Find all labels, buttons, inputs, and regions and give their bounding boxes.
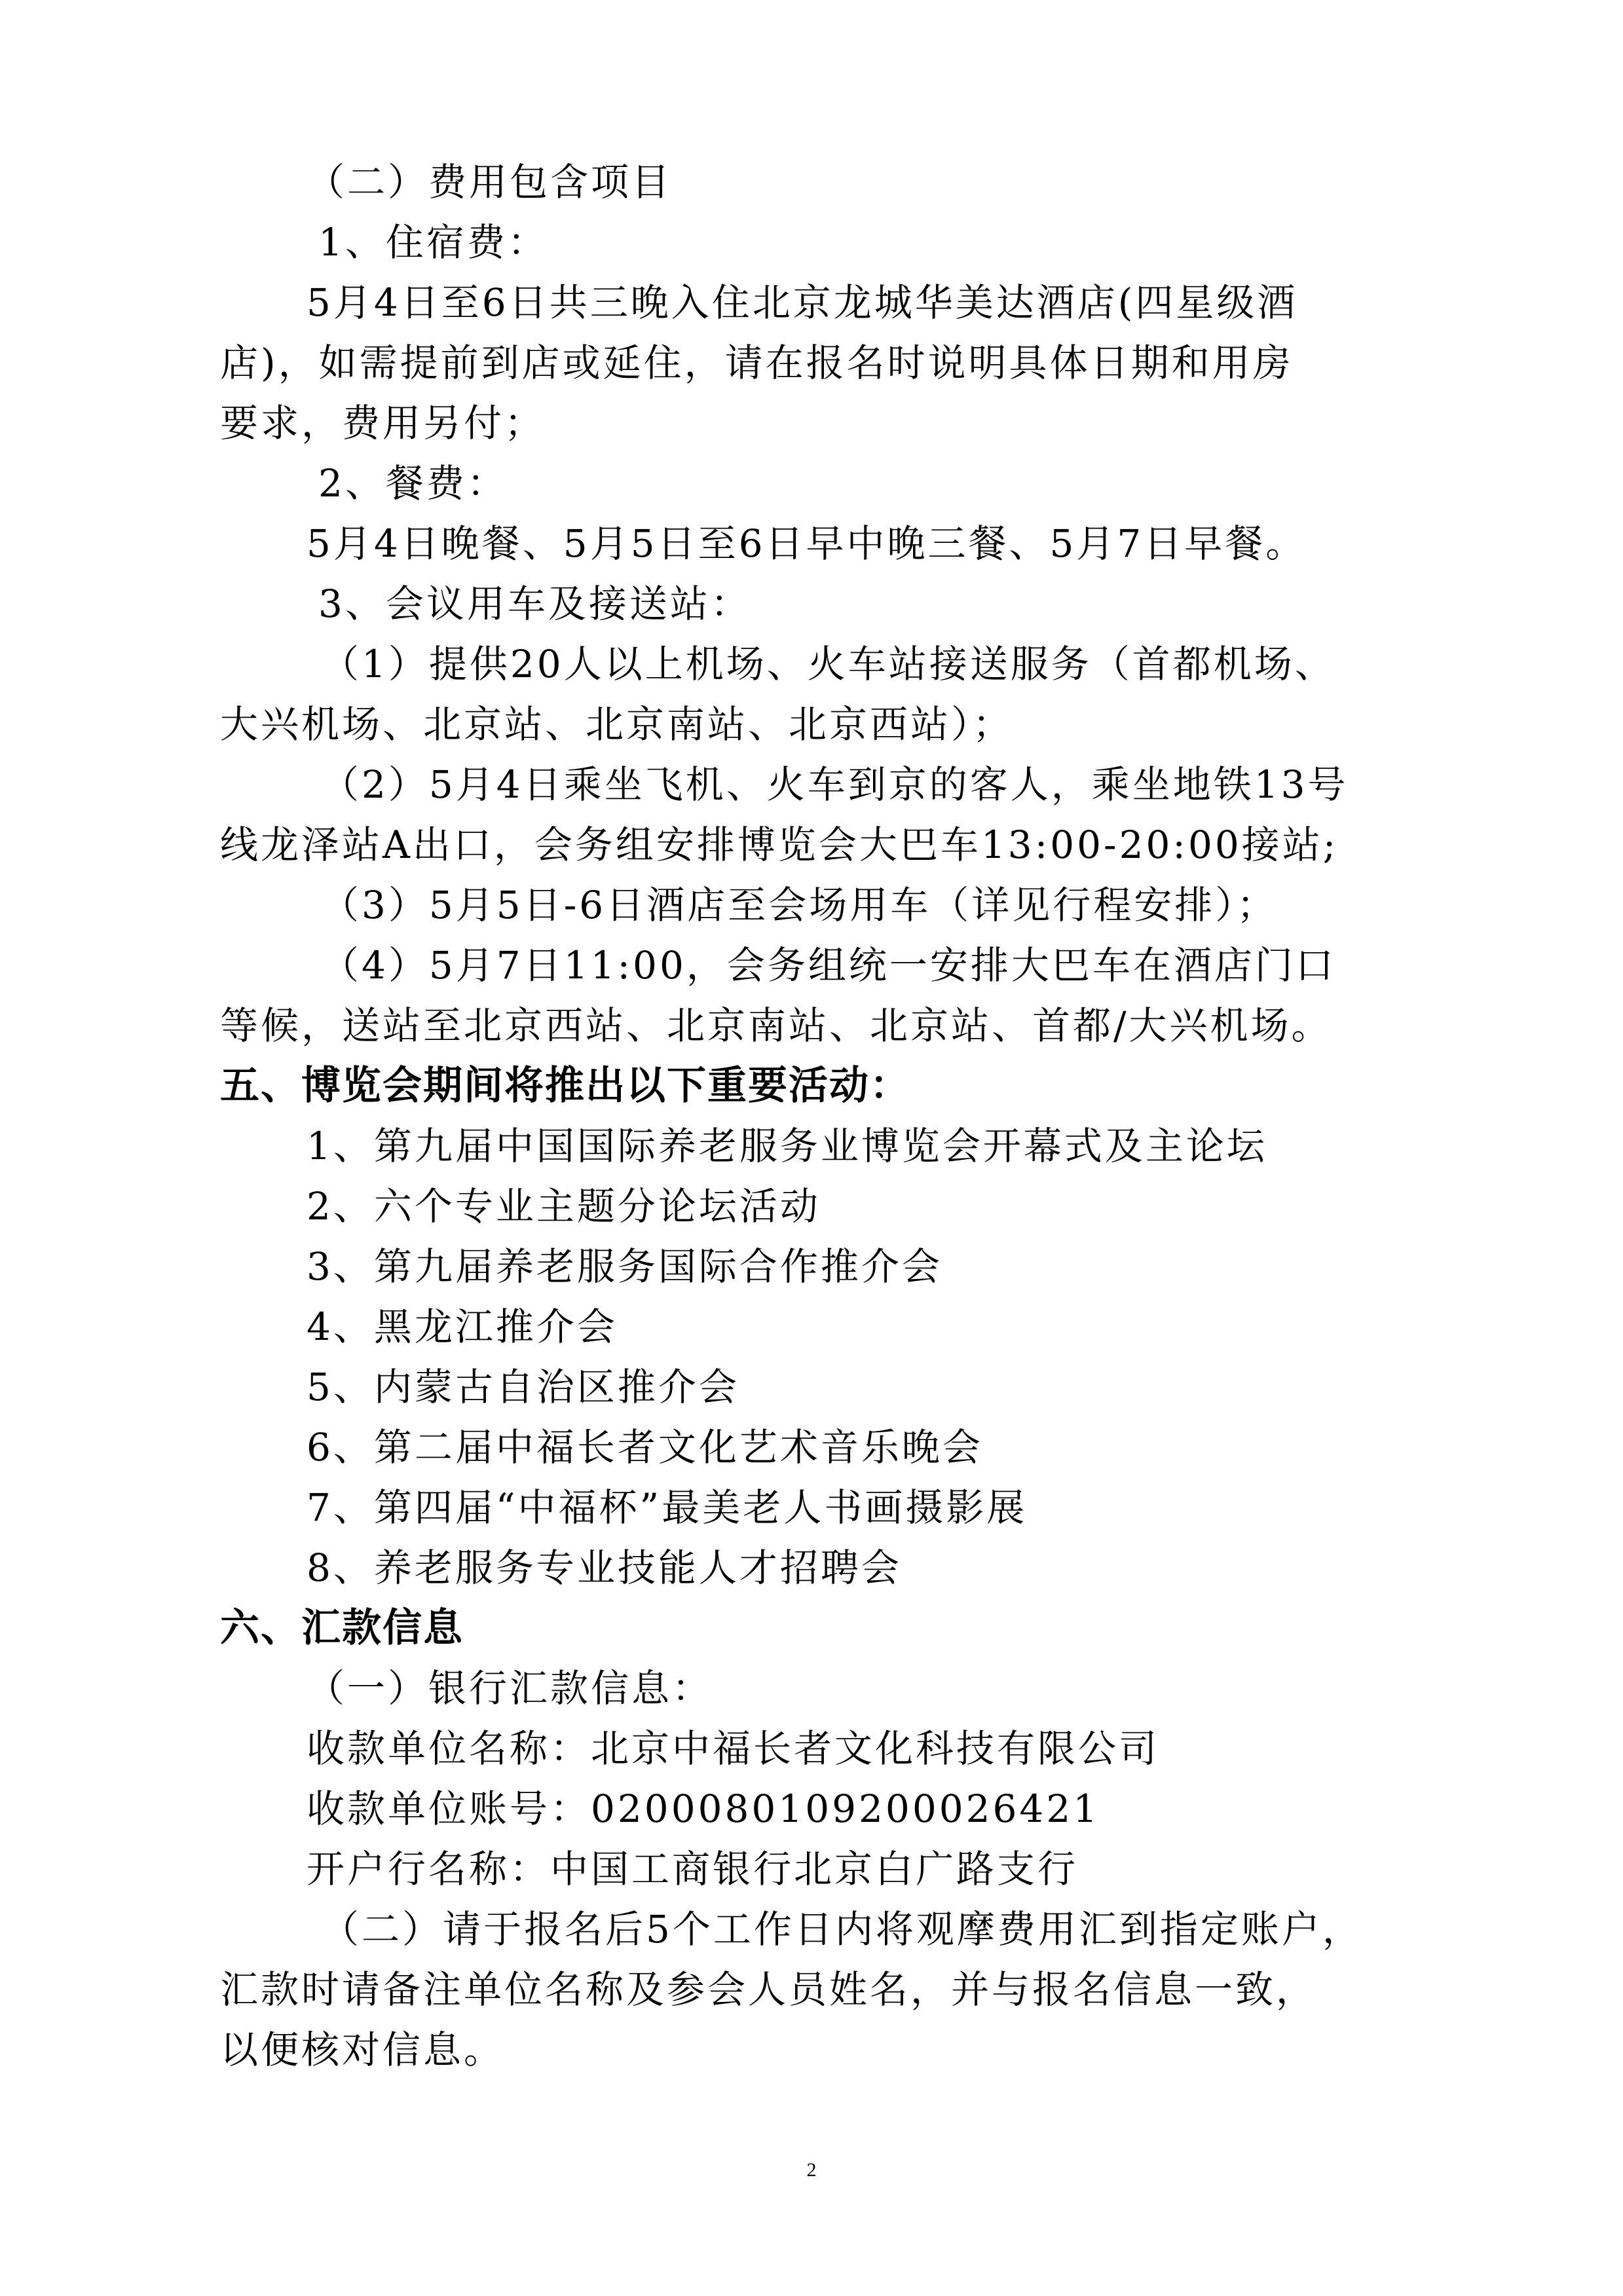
lodging-line-1: 5月4日至6日共三晚入住北京龙城华美达酒店(四星级酒 <box>307 280 1298 325</box>
transport-p2-line-1: （2）5月4日乘坐飞机、火车到京的客人，乘坐地铁13号 <box>321 762 1349 807</box>
payee-name: 收款单位名称：北京中福长者文化科技有限公司 <box>307 1726 1160 1771</box>
transport-p4-line-2: 等候，送站至北京西站、北京南站、北京站、首都/大兴机场。 <box>220 1003 1332 1048</box>
transport-p2-line-2: 线龙泽站A出口，会务组安排博览会大巴车13:00-20:00接站; <box>220 823 1339 867</box>
transport-p1-line-2: 大兴机场、北京站、北京南站、北京西站）； <box>220 702 1014 747</box>
activity-item: 3、第九届养老服务国际合作推介会 <box>307 1244 942 1289</box>
lodging-line-2: 店)，如需提前到店或延住，请在报名时说明具体日期和用房 <box>220 341 1294 385</box>
meals-title: 2、餐费： <box>318 461 508 506</box>
remit-note-line-2: 汇款时请备注单位名称及参会人员姓名，并与报名信息一致， <box>220 1967 1317 2012</box>
transport-title: 3、会议用车及接送站： <box>318 582 751 626</box>
fee-items-subtitle: （二）费用包含项目 <box>307 160 673 204</box>
payee-account: 收款单位账号：0200080109200026421 <box>307 1787 1100 1831</box>
transport-p1-line-1: （1）提供20人以上机场、火车站接送服务（首都机场、 <box>321 642 1335 686</box>
activity-item: 2、六个专业主题分论坛活动 <box>307 1184 821 1229</box>
activity-item: 8、养老服务专业技能人才招聘会 <box>307 1546 902 1590</box>
bank-info-subtitle: （一）银行汇款信息： <box>307 1666 713 1711</box>
activity-item: 6、第二届中福长者文化艺术音乐晚会 <box>307 1425 983 1470</box>
remit-note-line-3: 以便核对信息。 <box>220 2028 505 2072</box>
section-6-heading: 六、汇款信息 <box>220 1605 464 1651</box>
activity-item: 4、黑龙江推介会 <box>307 1305 618 1349</box>
activity-item: 7、第四届“中福杯”最美老人书画摄影展 <box>307 1485 1028 1530</box>
bank-name: 开户行名称：中国工商银行北京白广路支行 <box>307 1847 1079 1891</box>
activity-item: 5、内蒙古自治区推介会 <box>307 1365 739 1409</box>
activity-item: 1、第九届中国国际养老服务业博览会开幕式及主论坛 <box>307 1124 1267 1168</box>
lodging-title: 1、住宿费： <box>318 220 548 265</box>
page-number: 2 <box>806 2159 817 2181</box>
lodging-line-3: 要求，费用另付； <box>220 401 546 445</box>
section-5-heading: 五、博览会期间将推出以下重要活动： <box>220 1063 910 1109</box>
transport-p4-line-1: （4）5月7日11:00，会务组统一安排大巴车在酒店门口 <box>321 943 1336 988</box>
remit-note-line-1: （二）请于报名后5个工作日内将观摩费用汇到指定账户， <box>321 1907 1363 1952</box>
transport-p3: （3）5月5日-6日酒店至会场用车（详见行程安排）； <box>321 883 1278 927</box>
meals-line-1: 5月4日晚餐、5月5日至6日早中晚三餐、5月7日早餐。 <box>307 521 1307 566</box>
